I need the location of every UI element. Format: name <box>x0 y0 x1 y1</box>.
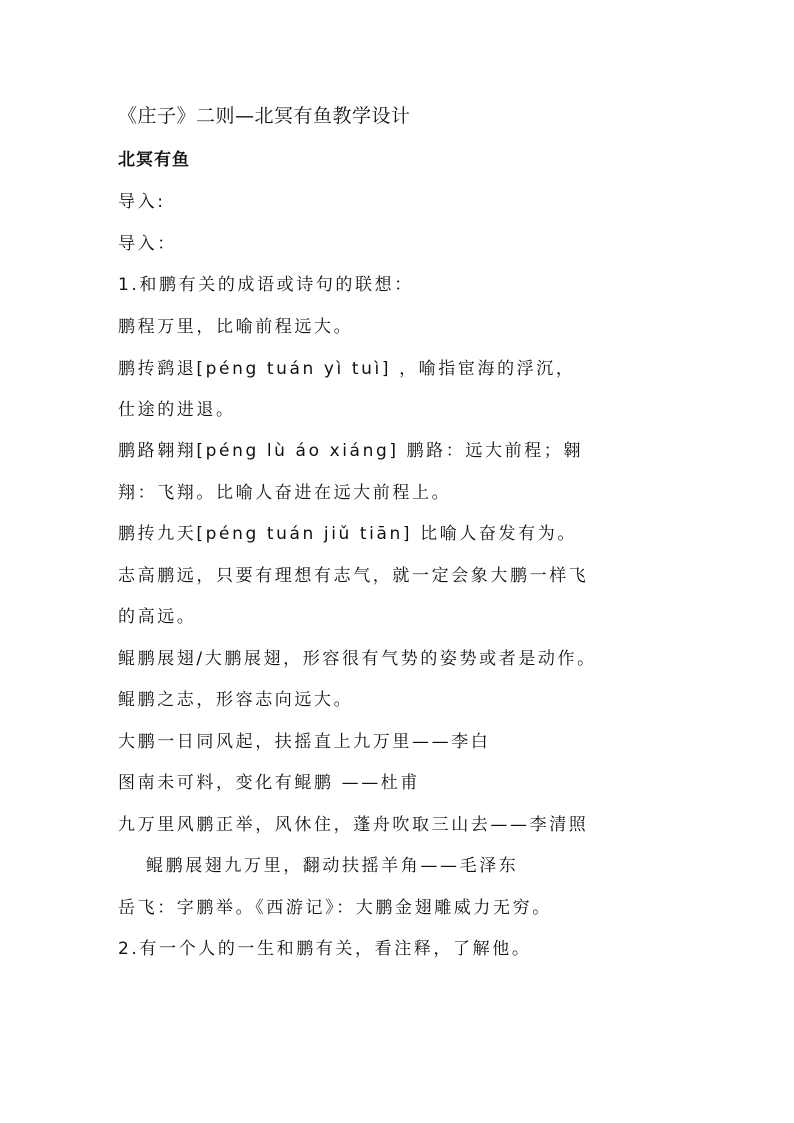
poem-line: 鲲鹏展翅九万里，翻动扶摇羊角——毛泽东 <box>146 856 519 876</box>
paragraph-line: 的高远。 <box>118 607 197 627</box>
poem-line: 图南未可料，变化有鲲鹏 ——杜甫 <box>118 773 421 793</box>
paragraph-line: 岳飞：字鹏举。《西游记》：大鹏金翅雕威力无穷。 <box>118 898 552 918</box>
paragraph-line: 导入： <box>118 234 177 254</box>
paragraph-line: 鹏程万里，比喻前程远大。 <box>118 317 354 337</box>
paragraph-line: 2.有一个人的一生和鹏有关，看注释，了解他。 <box>118 939 532 959</box>
section-heading: 北冥有鱼 <box>118 150 190 170</box>
poem-line: 大鹏一日同风起，扶摇直上九万里——李白 <box>118 732 491 752</box>
paragraph-line: 翔：飞翔。比喻人奋进在远大前程上。 <box>118 483 452 503</box>
paragraph-line: 仕途的进退。 <box>118 400 236 420</box>
document-title: 《庄子》二则—北冥有鱼教学设计 <box>118 105 411 127</box>
paragraph-line: 1.和鹏有关的成语或诗句的联想： <box>118 275 414 295</box>
paragraph-line: 鹏抟鹞退[péng tuán yì tuì] ，喻指宦海的浮沉， <box>118 359 576 379</box>
poem-line: 九万里风鹏正举，风休住，蓬舟吹取三山去——李清照 <box>118 815 589 835</box>
paragraph-line: 鹏路翱翔[péng lù áo xiáng] 鹏路：远大前程；翱 <box>118 441 583 461</box>
paragraph-line: 志高鹏远，只要有理想有志气，就一定会象大鹏一样飞 <box>118 566 589 586</box>
paragraph-line: 导入: <box>118 192 166 212</box>
paragraph-line: 鹏抟九天[péng tuán jiǔ tiān] 比喻人奋发有为。 <box>118 524 577 544</box>
paragraph-line: 鲲鹏之志，形容志向远大。 <box>118 690 354 710</box>
paragraph-line: 鲲鹏展翅/大鹏展翅，形容很有气势的姿势或者是动作。 <box>118 649 597 669</box>
